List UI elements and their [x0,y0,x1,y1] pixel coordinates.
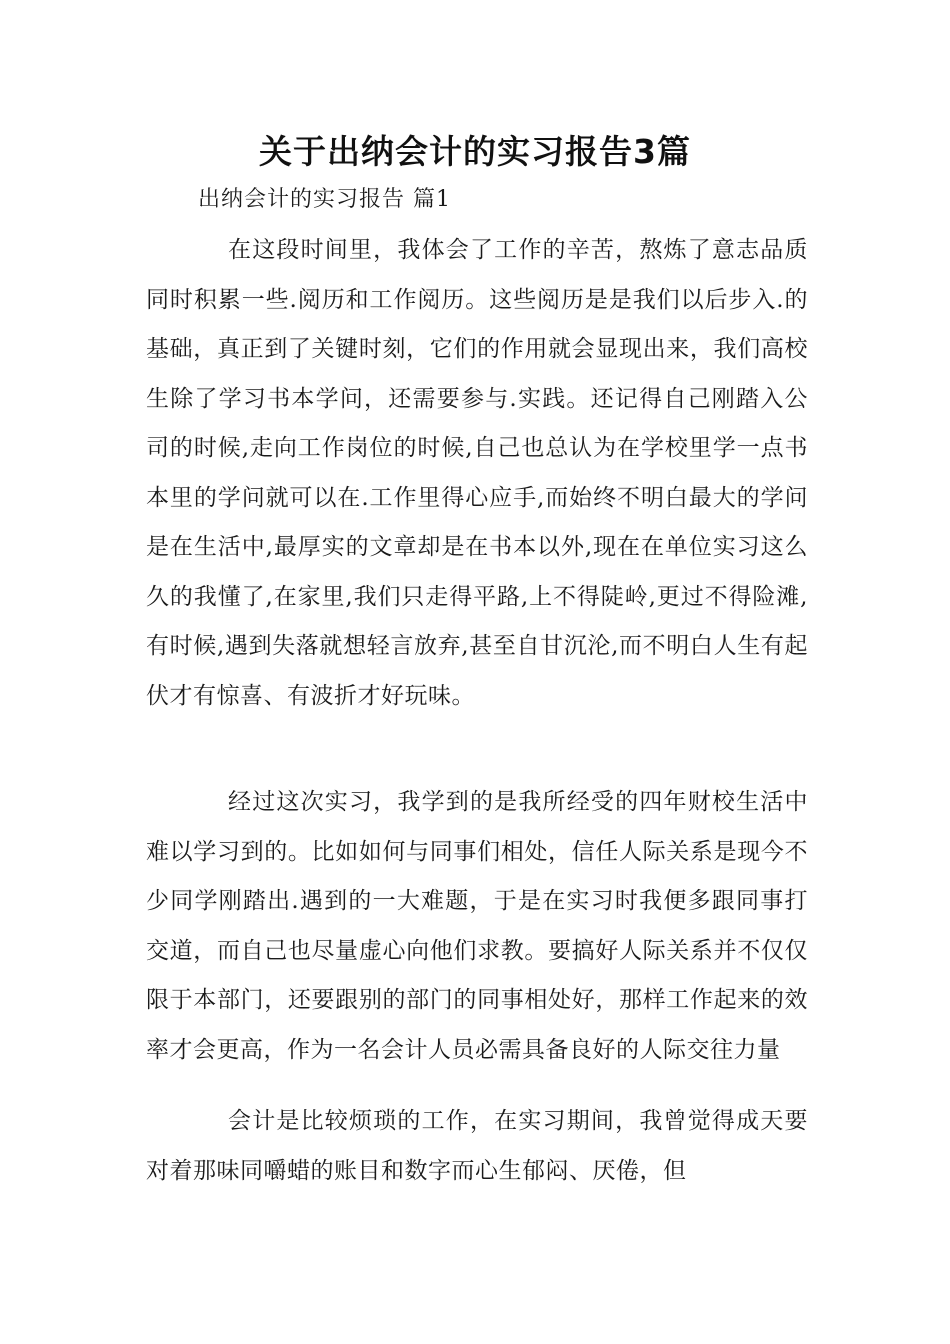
section-heading: 出纳会计的实习报告 篇1 [198,187,451,212]
body-paragraph-3: 会计是比较烦琐的工作，在实习期间，我曾觉得成天要对着那味同嚼蜡的账目和数字而心生郁闷、厌倦，但 [146,1108,808,1184]
document-title: 关于出纳会计的实习报告3篇 [259,132,691,171]
body-paragraph-1: 在这段时间里，我体会了工作的辛苦，熬炼了意志品质同时积累一些.阅历和工作阅历。这些阅历是是我们以后步入.的基础，真正到了关键时刻，它们的作用就会显现出来，我们高校生除了学习书本学问，还需要参与.实践。还记得自己刚踏入公司的时候,走向工作岗位的时候,自己也总认为在学校里学一点书本里的学问就可以在.工作里得心应手,而始终不明白最大的学问是在生活中,最厚实的文章却是在书本以外,现在在单位实习这么久的我懂了,在家里,我们只走得平路,上不得陡岭,更过不得险滩,有时候,遇到失落就想轻言放弃,甚至自甘沉沦,而不明白人生有起伏才有惊喜、有波折才好玩味。 [146,237,808,709]
body-paragraph-2: 经过这次实习，我学到的是我所经受的四年财校生活中难以学习到的。比如如何与同事们相处，信任人际关系是现今不少同学刚踏出.遇到的一大难题，于是在实习时我便多跟同事打交道，而自己也尽量虚心向他们求教。要搞好人际关系并不仅仅限于本部门，还要跟别的部门的同事相处好，那样工作起来的效率才会更高，作为一名会计人员必需具备良好的人际交往力量 [146,789,808,1063]
